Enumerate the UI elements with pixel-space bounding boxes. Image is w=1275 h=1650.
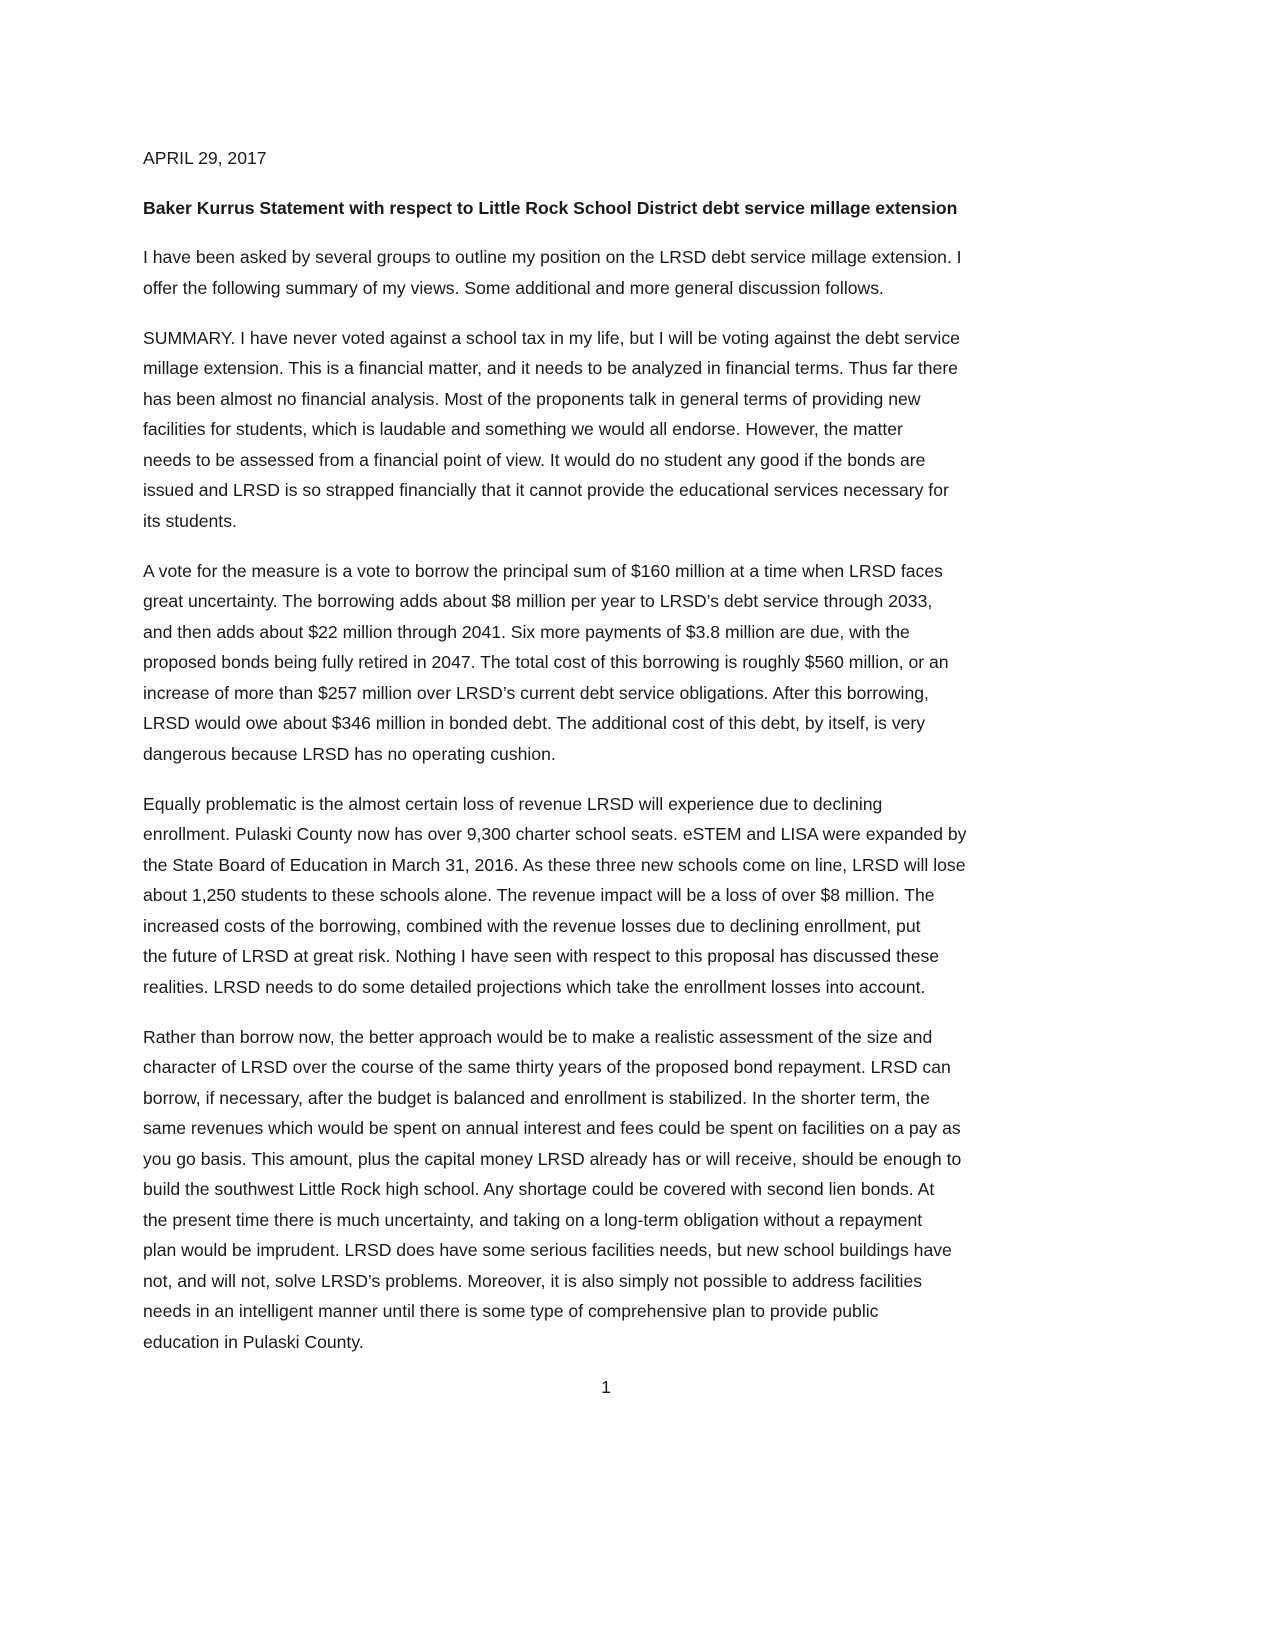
paragraph: [143, 1022, 1083, 1358]
paragraph-line: borrow, if necessary, after the budget is balanced and enrollment is stabilized. In the shorter term, the: [143, 1087, 930, 1108]
paragraph-line: you go basis. This amount, plus the capital money LRSD already has or will receive, should be enough to: [143, 1148, 962, 1169]
paragraph-line: has been almost no financial analysis. Most of the proponents talk in general terms of providing new: [143, 388, 921, 409]
paragraph-line: the present time there is much uncertainty, and taking on a long-term obligation without a repayment: [143, 1209, 923, 1230]
paragraph-line: Rather than borrow now, the better approach would be to make a realistic assessment of the size and: [143, 1026, 933, 1047]
paragraph: [143, 323, 1083, 537]
paragraph-line: A vote for the measure is a vote to borrow the principal sum of $160 million at a time when LRSD faces: [143, 560, 943, 581]
paragraph: [143, 789, 1083, 1003]
document-page: [143, 143, 1083, 1377]
paragraph-line: increase of more than $257 million over LRSD’s current debt service obligations. After this borrowing,: [143, 682, 929, 703]
paragraph: [143, 556, 1083, 770]
paragraph-line: and then adds about $22 million through 2041. Six more payments of $3.8 million are due, with the: [143, 621, 910, 642]
paragraph-line: offer the following summary of my views. Some additional and more general discussion follows.: [143, 277, 884, 298]
paragraph-line: realities. LRSD needs to do some detailed projections which take the enrollment losses into account.: [143, 976, 926, 997]
paragraph-line: education in Pulaski County.: [143, 1331, 364, 1352]
paragraph-line: its students.: [143, 510, 237, 531]
paragraph-line: same revenues which would be spent on annual interest and fees could be spent on facilities on a pay as: [143, 1118, 961, 1138]
paragraph-line: the State Board of Education in March 31, 2016. As these three new schools come on line, LRSD will lose: [143, 854, 966, 875]
paragraph-line: the future of LRSD at great risk. Nothing I have seen with respect to this proposal has discussed these: [143, 946, 940, 966]
paragraph-line: needs in an intelligent manner until there is some type of comprehensive plan to provide public: [143, 1301, 879, 1321]
paragraph-line: Equally problematic is the almost certain loss of revenue LRSD will experience due to declining: [143, 793, 883, 814]
paragraph-line: build the southwest Little Rock high school. Any shortage could be covered with second lien bonds. At: [143, 1179, 935, 1199]
paragraph-line: SUMMARY. I have never voted against a school tax in my life, but I will be voting against the debt service: [143, 327, 960, 348]
paragraph-line: needs to be assessed from a financial point of view. It would do no student any good if the bonds are: [143, 449, 926, 470]
paragraph-line: not, and will not, solve LRSD’s problems. Moreover, it is also simply not possible to address facilities: [143, 1270, 923, 1291]
paragraph-line: facilities for students, which is laudable and something we would all endorse. However, the matter: [143, 419, 903, 439]
paragraph-line: about 1,250 students to these schools alone. The revenue impact will be a loss of over $8 million. The: [143, 885, 935, 905]
paragraph-line: enrollment. Pulaski County now has over 9,300 charter school seats. eSTEM and LISA were expanded by: [143, 824, 967, 844]
paragraph-line: plan would be imprudent. LRSD does have some serious facilities needs, but new school buildings have: [143, 1240, 952, 1260]
page-number: 1: [601, 1377, 611, 1397]
paragraph: [143, 242, 1083, 303]
paragraph-line: issued and LRSD is so strapped financially that it cannot provide the educational services necessary for: [143, 480, 949, 500]
paragraph-line: LRSD would owe about $346 million in bonded debt. The additional cost of this debt, by itself, is very: [143, 713, 926, 733]
paragraph-line: millage extension. This is a financial matter, and it needs to be analyzed in financial terms. Thus far there: [143, 358, 958, 378]
paragraph-line: great uncertainty. The borrowing adds about $8 million per year to LRSD’s debt service through 2033,: [143, 591, 933, 611]
paragraph-line: dangerous because LRSD has no operating cushion.: [143, 743, 556, 764]
paragraph-line: I have been asked by several groups to outline my position on the LRSD debt service millage extension. I: [143, 247, 962, 267]
paragraph-line: character of LRSD over the course of the same thirty years of the proposed bond repayment. LRSD can: [143, 1057, 951, 1077]
document-date: APRIL 29, 2017: [143, 148, 267, 168]
document-title: Baker Kurrus Statement with respect to Little Rock School District debt service millage extension: [143, 197, 958, 218]
document-body: [143, 242, 1083, 1357]
paragraph-line: proposed bonds being fully retired in 2047. The total cost of this borrowing is roughly $560 million, or an: [143, 652, 949, 672]
paragraph-line: increased costs of the borrowing, combined with the revenue losses due to declining enrollment, put: [143, 915, 921, 936]
